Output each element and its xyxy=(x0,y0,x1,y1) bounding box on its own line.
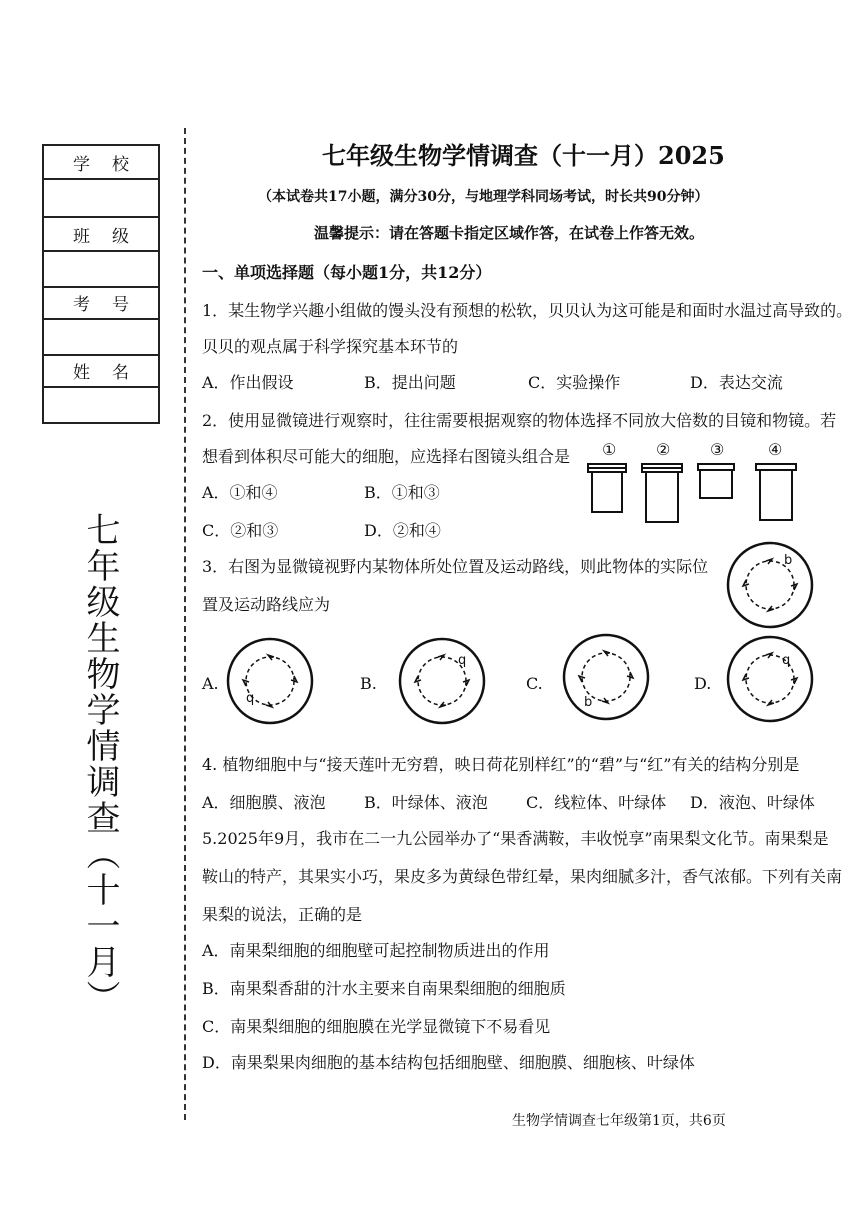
q4-stem: 4. 植物细胞中与“接天莲叶无穷碧，映日荷花别样红”的“碧”与“红”有关的结构分别是 xyxy=(202,755,800,774)
class-field[interactable] xyxy=(44,252,158,288)
page-title: 七年级生物学情调查（十一月）2025 xyxy=(322,141,725,170)
reminder-text: 温馨提示：请在答题卡指定区域作答，在试卷上作答无效。 xyxy=(314,224,705,242)
q3-option-b-figure xyxy=(394,636,490,726)
q2-option-d: D．②和④ xyxy=(364,521,441,540)
q5-stem-line2: 鞍山的特产，其果实小巧，果皮多为黄绿色带红晕，果肉细腻多汁，香气浓郁。下列有关南 xyxy=(202,867,843,886)
q5-option-b: B．南果梨香甜的汁水主要来自南果梨细胞的细胞质 xyxy=(202,979,566,998)
q3-a-letter: q xyxy=(246,691,255,706)
page-footer: 生物学情调查七年级第1页，共6页 xyxy=(512,1113,726,1129)
q1-option-a: A．作出假设 xyxy=(202,373,294,392)
q5-stem-line1: 5.2025年9月，我市在二一九公园举办了“果香满鞍，丰收悦享”南果梨文化节。南果梨是 xyxy=(202,829,829,848)
q2-stem-line2: 想看到体积尽可能大的细胞，应选择右图镜头组合是 xyxy=(202,447,571,466)
lens-label-3: ③ xyxy=(710,440,725,459)
school-field[interactable] xyxy=(44,182,158,218)
q4-option-b: B．叶绿体、液泡 xyxy=(364,793,488,812)
q3-option-b-label: B. xyxy=(360,674,377,693)
class-label: 班级 xyxy=(44,218,158,252)
lens-label-1: ① xyxy=(602,440,617,459)
q3-option-c-label: C. xyxy=(526,674,543,693)
q3-option-d-label: D. xyxy=(694,674,712,693)
field-of-view-figure xyxy=(722,540,818,630)
q4-option-d: D．液泡、叶绿体 xyxy=(690,793,815,812)
q2-option-a: A．①和④ xyxy=(202,483,278,502)
lens-label-2: ② xyxy=(656,440,671,459)
binding-line xyxy=(184,128,186,1120)
vertical-title: 七年级生物学情调查（十一月） xyxy=(80,512,120,1016)
q5-option-a: A．南果梨细胞的细胞壁可起控制物质进出的作用 xyxy=(202,941,550,960)
lens-label-4: ④ xyxy=(768,440,783,459)
q1-option-b: B．提出问题 xyxy=(364,373,456,392)
q3-stem-line2: 置及运动路线应为 xyxy=(202,595,331,614)
q1-option-d: D．表达交流 xyxy=(690,373,783,392)
lens-figure xyxy=(582,460,812,526)
exam-subtitle: （本试卷共17小题，满分30分，与地理学科同场考试，时长共90分钟） xyxy=(258,189,709,205)
figure-letter: b xyxy=(784,553,793,568)
q4-option-a: A．细胞膜、液泡 xyxy=(202,793,326,812)
q3-option-a-figure xyxy=(222,636,318,726)
q5-option-d: D．南果梨果肉细胞的基本结构包括细胞壁、细胞膜、细胞核、叶绿体 xyxy=(202,1053,695,1072)
q3-c-letter: b xyxy=(584,695,593,710)
exam-no-label: 考号 xyxy=(44,286,158,320)
q1-option-c: C．实验操作 xyxy=(528,373,621,392)
q3-b-letter: q xyxy=(458,653,467,668)
q2-option-c: C．②和③ xyxy=(202,521,279,540)
q3-d-letter: q xyxy=(782,653,791,668)
name-label: 姓名 xyxy=(44,354,158,388)
q4-option-c: C．线粒体、叶绿体 xyxy=(526,793,667,812)
exam-no-field[interactable] xyxy=(44,320,158,356)
q3-option-a-label: A. xyxy=(202,674,219,693)
q5-option-c: C．南果梨细胞的细胞膜在光学显微镜下不易看见 xyxy=(202,1017,551,1036)
name-field[interactable] xyxy=(44,388,158,422)
student-info-box xyxy=(42,144,160,424)
q2-option-b: B．①和③ xyxy=(364,483,440,502)
q3-option-c-figure xyxy=(558,632,654,722)
q1-stem-line1: 1．某生物学兴趣小组做的馒头没有预想的松软，贝贝认为这可能是和面时水温过高导致的。 xyxy=(202,301,853,320)
q5-stem-line3: 果梨的说法，正确的是 xyxy=(202,905,363,924)
q3-stem-line1: 3．右图为显微镜视野内某物体所处位置及运动路线，则此物体的实际位 xyxy=(202,557,709,576)
q2-stem-line1: 2．使用显微镜进行观察时，往往需要根据观察的物体选择不同放大倍数的目镜和物镜。若 xyxy=(202,411,837,430)
school-label: 学校 xyxy=(44,146,158,180)
q1-stem-line2: 贝贝的观点属于科学探究基本环节的 xyxy=(202,337,459,356)
q3-option-d-figure xyxy=(722,634,818,724)
section-heading: 一、单项选择题（每小题1分，共12分） xyxy=(202,263,492,282)
